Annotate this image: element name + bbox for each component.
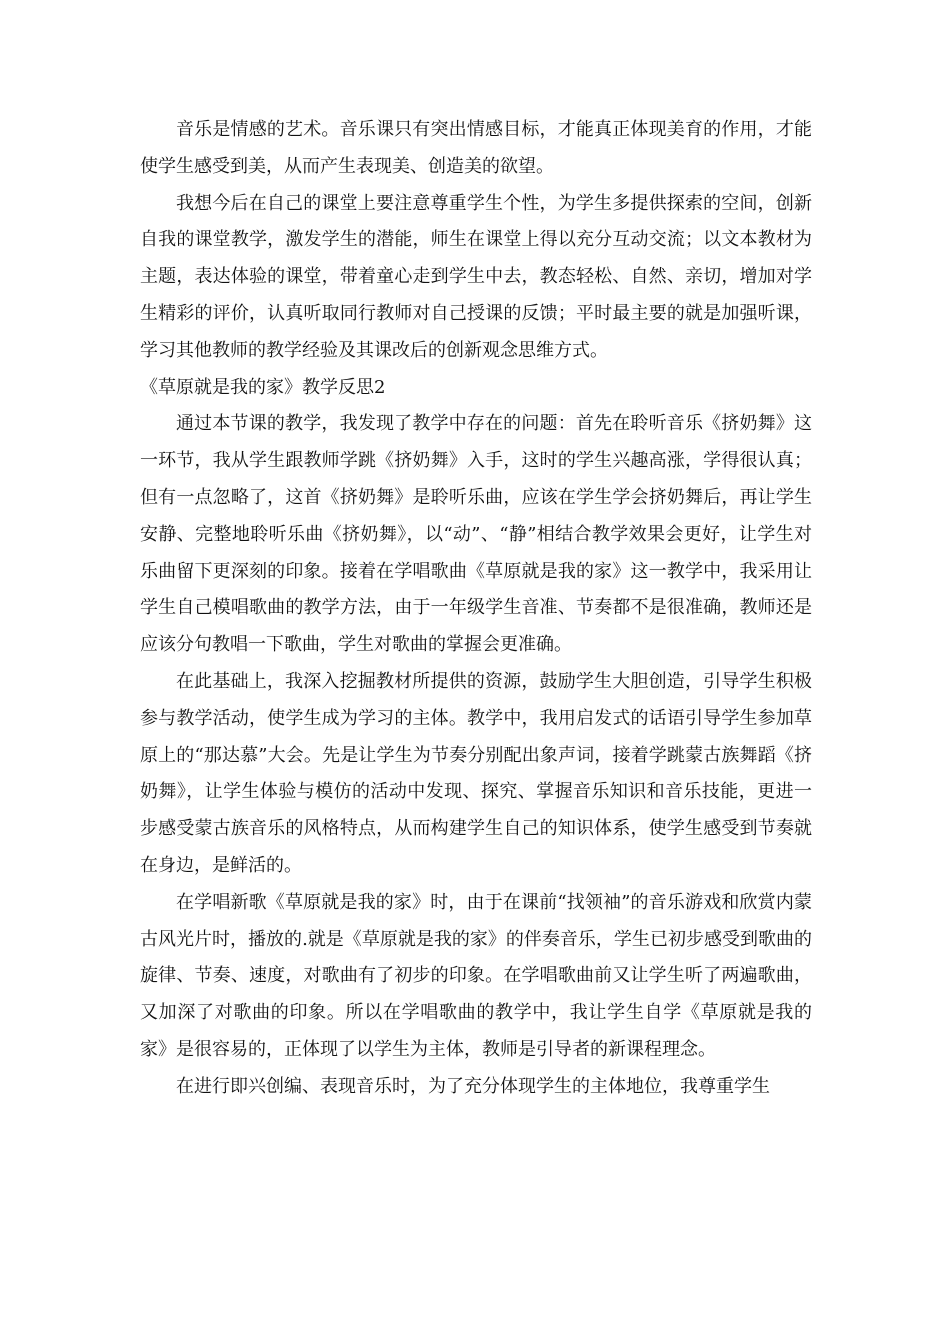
paragraph-problems-found: 通过本节课的教学，我发现了教学中存在的问题：首先在聆听音乐《挤奶舞》这一环节，我从学生跟教师学跳《挤奶舞》入手，这时的学生兴趣高涨，学得很认真；但有一点忽略了，这首《挤奶舞》是聆听乐曲，应该在学生学会挤奶舞后，再让学生安静、完整地聆听乐曲《挤奶舞》，以“动”、“静”相结合教学效果会更好，让学生对乐曲留下更深刻的印象。接着在学唱歌曲《草原就是我的家》这一教学中，我采用让学生自己模唱歌曲的教学方法，由于一年级学生音准、节奏都不是很准确，教师还是应该分句教唱一下歌曲，学生对歌曲的掌握会更准确。 — [140, 413, 812, 656]
paragraph-learning-song: 在学唱新歌《草原就是我的家》时，由于在课前“找领袖”的音乐游戏和欣赏内蒙古风光片时，播放的.就是《草原就是我的家》的伴奏音乐，学生已初步感受到歌曲的旋律、节奏、速度，对歌曲有了初步的印象。在学唱歌曲前又让学生听了两遍歌曲，又加深了对歌曲的印象。所以在学唱歌曲的教学中，我让学生自学《草原就是我的家》是很容易的，正体现了以学生为主体，教师是引导者的新课程理念。 — [140, 891, 812, 1060]
section-title: 《草原就是我的家》教学反思2 — [140, 376, 386, 398]
paragraph-teaching-resources: 在此基础上，我深入挖掘教材所提供的资源，鼓励学生大胆创造，引导学生积极参与教学活动，使学生成为学习的主体。教学中，我用启发式的话语引导学生参加草原上的“那达慕”大会。先是让学生为节奏分别配出象声词，接着学跳蒙古族舞蹈《挤奶舞》，让学生体验与模仿的活动中发现、探究、掌握音乐知识和音乐技能，更进一步感受蒙古族音乐的风格特点，从而构建学生自己的知识体系，使学生感受到节奏就在身边，是鲜活的。 — [140, 670, 812, 876]
document-page — [140, 112, 812, 1106]
paragraph-improvisation: 在进行即兴创编、表现音乐时，为了充分体现学生的主体地位，我尊重学生 — [176, 1075, 770, 1097]
paragraph-music-emotion: 音乐是情感的艺术。音乐课只有突出情感目标，才能真正体现美育的作用，才能使学生感受到美，从而产生表现美、创造美的欲望。 — [140, 119, 812, 177]
paragraph-future-plans: 我想今后在自己的课堂上要注意尊重学生个性，为学生多提供探索的空间，创新自我的课堂教学，激发学生的潜能，师生在课堂上得以充分互动交流；以文本教材为主题，表达体验的课堂，带着童心走到学生中去，教态轻松、自然、亲切，增加对学生精彩的评价，认真听取同行教师对自己授课的反馈；平时最主要的就是加强听课，学习其他教师的教学经验及其课改后的创新观念思维方式。 — [140, 192, 812, 361]
